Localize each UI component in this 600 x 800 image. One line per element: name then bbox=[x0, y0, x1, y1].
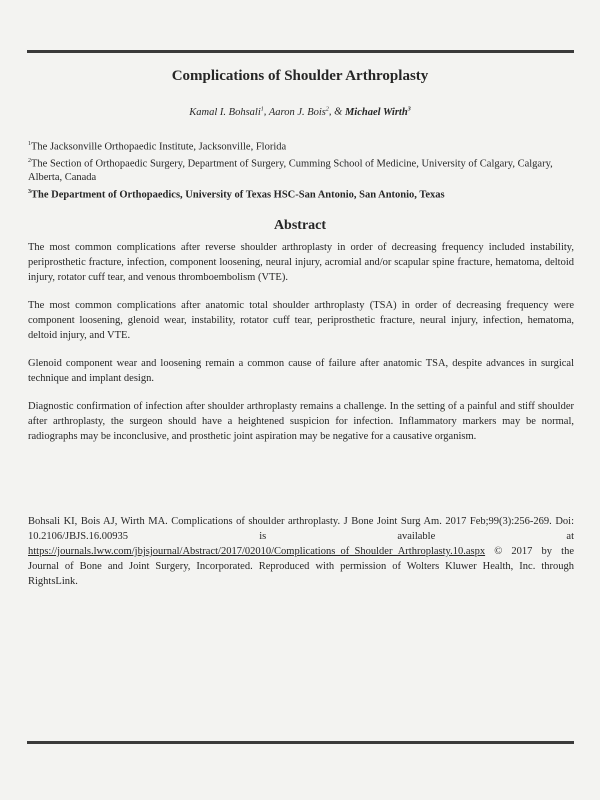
affiliations bbox=[28, 138, 574, 203]
citation-link[interactable]: https://journals.lww.com/jbjsjournal/Abstract/2017/02010/Complications_of_Shoulder_Arthroplasty.10.aspx bbox=[28, 546, 486, 557]
author-line: Kamal I. Bohsali$^1$, Aaron J. Bois$^2$, & Michael Wirth$^3$ bbox=[189, 106, 411, 118]
author-1: Kamal I. Bohsali$^1$ bbox=[189, 106, 264, 118]
affiliation-3: $^3$The Department of Orthopaedics, University of Texas HSC-San Antonio, San Antonio, Texas bbox=[28, 188, 445, 200]
citation-text: Bohsali KI, Bois AJ, Wirth MA. Complications of shoulder arthroplasty. J Bone Joint Surg Am. 2017 Feb;99(3):256-269. Doi: 10.2106/JBJS.16.00935 is available at bbox=[28, 516, 574, 542]
abstract-paragraph: Diagnostic confirmation of infection after shoulder arthroplasty remains a challenge. In the setting of a painful and stiff shoulder after arthroplasty, the surgeon should have a heightened suspicion for infection. Inflammatory markers may be normal, radiographs may be inconclusive, and prosthetic joint aspiration may be negative for a causative organism. bbox=[28, 401, 574, 442]
bottom-rule bbox=[27, 741, 574, 744]
abstract-heading: Abstract bbox=[273, 218, 327, 233]
abstract-paragraph: The most common complications after reverse shoulder arthroplasty in order of decreasing frequency included instability, periprosthetic fracture, infection, component loosening, neural injury, acromial and/or scapular spine fracture, hematoma, deltoid injury, rotator cuff tear, and venous thromboembolism (VTE). bbox=[28, 242, 574, 283]
abstract-body bbox=[28, 240, 574, 457]
affiliation-1: $^1$The Jacksonville Orthopaedic Institute, Jacksonville, Florida bbox=[28, 141, 287, 153]
author-2: Aaron J. Bois$^2$ bbox=[268, 106, 329, 118]
affiliation-2: $^2$The Section of Orthopaedic Surgery, Department of Surgery, Cumming School of Medicine, University of Calgary, Calgary, Alberta, Canada bbox=[28, 158, 553, 183]
abstract-paragraph: The most common complications after anatomic total shoulder arthroplasty (TSA) in order of decreasing frequency were component loosening, glenoid wear, instability, rotator cuff tear, periprosthetic fracture, neural injury, infection, hematoma, deltoid injury, and VTE. bbox=[28, 300, 574, 341]
author-3: Michael Wirth$^3$ bbox=[344, 106, 411, 118]
citation bbox=[28, 514, 574, 589]
abstract-paragraph: Glenoid component wear and loosening remain a common cause of failure after anatomic TSA, despite advances in surgical technique and implant design. bbox=[28, 358, 574, 384]
citation-copyright: © 2017 by the Journal of Bone and Joint Surgery, Incorporated. Reproduced with permission of Wolters Kluwer Health, Inc. through RightsLink. bbox=[28, 546, 574, 587]
paper-title: Complications of Shoulder Arthroplasty bbox=[171, 68, 429, 84]
top-rule bbox=[27, 50, 574, 53]
